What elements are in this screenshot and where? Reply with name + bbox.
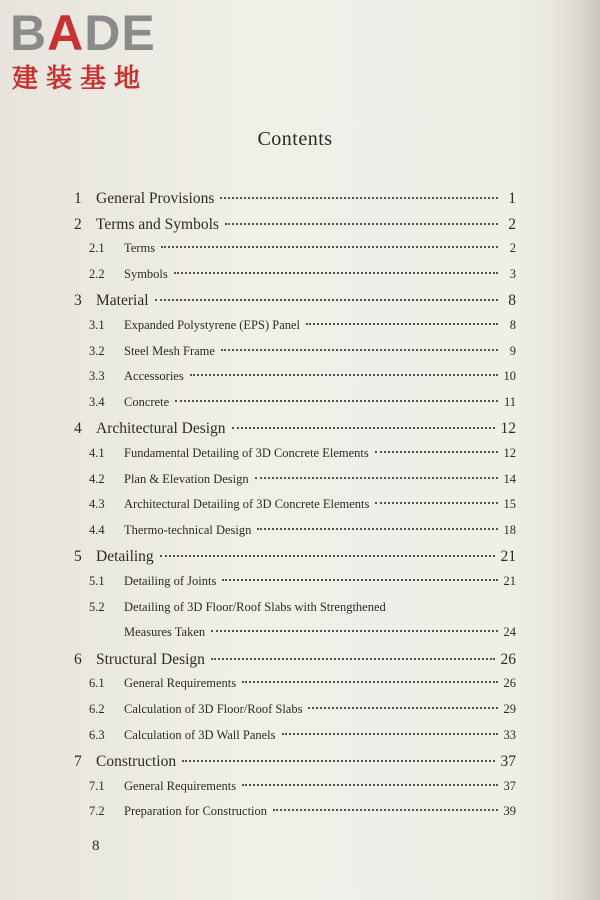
toc-entry-page: 12 — [503, 446, 516, 460]
toc-entry-label: General Requirements — [124, 778, 237, 793]
toc-entry-number: 6.2 — [89, 702, 105, 716]
toc-entry-number: 3.1 — [89, 318, 105, 332]
toc-entry-number: 4.3 — [89, 497, 105, 512]
toc-entry-page: 2 — [508, 215, 516, 233]
toc-entry-number: 3.2 — [89, 343, 105, 358]
toc-entry-label: Detailing of Joints — [124, 574, 217, 588]
toc-entry-label: Architectural Detailing of 3D Concrete Elements — [124, 497, 370, 512]
toc-entry-page: 21 — [500, 548, 516, 566]
toc-entry-number: 4.2 — [89, 471, 105, 486]
toc-entry-number: 4.1 — [89, 446, 105, 460]
toc-entry — [74, 190, 516, 214]
toc-entry — [89, 574, 516, 598]
toc-leader-dots — [282, 733, 498, 735]
toc-entry-page: 9 — [509, 343, 516, 358]
watermark-subtitle: 建装基地 — [12, 64, 149, 94]
toc-entry-label: Steel Mesh Frame — [124, 343, 215, 358]
toc-entry-number: 6.3 — [89, 727, 105, 742]
toc-entry-page: 14 — [503, 471, 516, 486]
toc-leader-dots — [306, 323, 498, 325]
toc-entry — [89, 267, 516, 291]
toc-entry-page: 33 — [503, 727, 516, 742]
toc-entry-page: 3 — [509, 266, 516, 281]
toc-leader-dots — [155, 299, 498, 301]
toc-entry — [74, 292, 516, 316]
toc-entry-number: 1 — [74, 190, 82, 207]
toc-entry-page: 15 — [503, 497, 516, 512]
toc-entry-page: 26 — [500, 650, 516, 668]
toc-entry-page: 8 — [508, 292, 516, 310]
toc-leader-dots — [308, 707, 497, 709]
toc-entry-page: 37 — [500, 753, 516, 771]
toc-entry-page: 18 — [503, 522, 516, 537]
toc-entry-label: Calculation of 3D Wall Panels — [124, 727, 276, 742]
toc-entry-number: 4.4 — [89, 522, 105, 537]
toc-entry — [89, 497, 516, 521]
toc-entry — [89, 779, 516, 803]
toc-leader-dots — [232, 427, 495, 429]
toc-entry-label: Measures Taken — [124, 625, 206, 640]
toc-entry-page: 12 — [500, 420, 516, 438]
toc-leader-dots — [375, 451, 498, 453]
watermark-brand: BADE — [10, 5, 156, 61]
toc-entry-number: 2.1 — [89, 241, 105, 256]
toc-entry-number: 6 — [74, 650, 82, 668]
toc-entry-label: Detailing — [96, 548, 154, 566]
toc-entry-label: Construction — [96, 753, 177, 771]
toc-leader-dots — [220, 197, 498, 199]
toc-entry-label: Terms — [124, 241, 156, 256]
toc-entry-label: Detailing of 3D Floor/Roof Slabs with Strengthened — [124, 599, 386, 614]
toc-entry — [89, 446, 516, 470]
toc-entry-page: 1 — [508, 190, 516, 207]
toc-entry-page: 37 — [503, 778, 516, 793]
toc-entry-label: Accessories — [124, 369, 184, 384]
toc-entry-label: Calculation of 3D Floor/Roof Slabs — [124, 702, 303, 716]
toc-entry — [89, 600, 516, 624]
toc-entry-number: 2 — [74, 215, 82, 233]
toc-entry-number: 3.4 — [89, 394, 105, 409]
toc-entry — [89, 523, 516, 547]
toc-entry-label: Thermo-technical Design — [124, 522, 252, 537]
toc-entry-number: 2.2 — [89, 266, 105, 281]
toc-leader-dots — [211, 630, 497, 632]
toc-entry-number: 7 — [74, 753, 82, 771]
toc-entry-page: 11 — [503, 394, 516, 409]
toc-leader-dots — [222, 579, 497, 581]
toc-leader-dots — [175, 400, 498, 402]
toc-entry-label: Plan & Elevation Design — [124, 471, 249, 486]
toc-entry — [89, 395, 516, 419]
toc-entry-page: 21 — [503, 574, 516, 588]
toc-entry-label: Terms and Symbols — [96, 215, 219, 233]
toc-entry-number: 3.3 — [89, 369, 105, 384]
toc-entry-page: 8 — [509, 318, 516, 332]
toc-leader-dots — [273, 809, 497, 811]
toc-entry-label: Structural Design — [96, 650, 205, 668]
toc-leader-dots — [375, 502, 497, 504]
toc-entry — [89, 676, 516, 700]
toc-entry-label: Preparation for Construction — [124, 804, 268, 819]
toc-entry-page: 2 — [509, 241, 516, 256]
page-title: Contents — [257, 128, 333, 150]
toc-entry — [89, 344, 516, 368]
toc-entry-label: Concrete — [124, 394, 170, 409]
toc-leader-dots — [211, 658, 495, 660]
toc-entry-number: 4 — [74, 420, 82, 438]
toc-entry-number: 5.2 — [89, 599, 105, 614]
toc-entry — [89, 804, 516, 828]
toc-entry-label: Expanded Polystyrene (EPS) Panel — [124, 318, 301, 332]
toc-entry-number: 5 — [74, 548, 82, 566]
toc-leader-dots — [190, 374, 498, 376]
toc-entry-page: 39 — [503, 804, 516, 819]
toc-leader-dots — [221, 349, 498, 351]
toc-entry-page: 24 — [503, 625, 516, 640]
toc-entry — [89, 369, 516, 393]
toc-entry-page: 26 — [503, 676, 516, 691]
toc-entry-page: 10 — [503, 369, 516, 384]
toc-entry-label: Architectural Design — [96, 420, 226, 438]
toc-entry — [74, 548, 516, 572]
toc-entry — [74, 753, 516, 777]
toc-entry-label: Fundamental Detailing of 3D Concrete Elements — [124, 446, 369, 460]
toc-entry-number: 6.1 — [89, 676, 105, 691]
toc-entry — [74, 420, 516, 444]
toc-entry-number: 3 — [74, 292, 82, 310]
toc-entry-number: 7.1 — [89, 778, 105, 793]
toc-entry — [89, 702, 516, 726]
toc-entry — [74, 216, 516, 240]
toc-entry-label: General Provisions — [96, 190, 215, 207]
toc-entry-page: 29 — [503, 702, 516, 716]
watermark-logo — [6, 6, 176, 96]
toc-entry — [89, 241, 516, 265]
toc-entry — [74, 651, 516, 675]
toc-leader-dots — [242, 784, 497, 786]
toc-entry — [124, 625, 516, 649]
toc-leader-dots — [161, 246, 498, 248]
page-number: 8 — [92, 838, 100, 854]
toc-entry-label: Symbols — [124, 266, 168, 281]
toc-leader-dots — [174, 272, 498, 274]
toc-leader-dots — [255, 477, 498, 479]
toc-entry-label: Material — [96, 292, 149, 310]
toc-leader-dots — [242, 681, 497, 683]
toc-entry — [89, 728, 516, 752]
watermark-brand-accent: A — [47, 5, 85, 61]
toc-leader-dots — [225, 223, 498, 225]
toc-entry-number: 5.1 — [89, 574, 105, 588]
toc-leader-dots — [182, 760, 494, 762]
toc-entry-label: General Requirements — [124, 676, 237, 691]
toc-leader-dots — [257, 528, 497, 530]
toc-entry — [89, 318, 516, 342]
toc-entry-number: 7.2 — [89, 804, 105, 819]
toc-entry — [89, 472, 516, 496]
toc-leader-dots — [160, 555, 495, 557]
